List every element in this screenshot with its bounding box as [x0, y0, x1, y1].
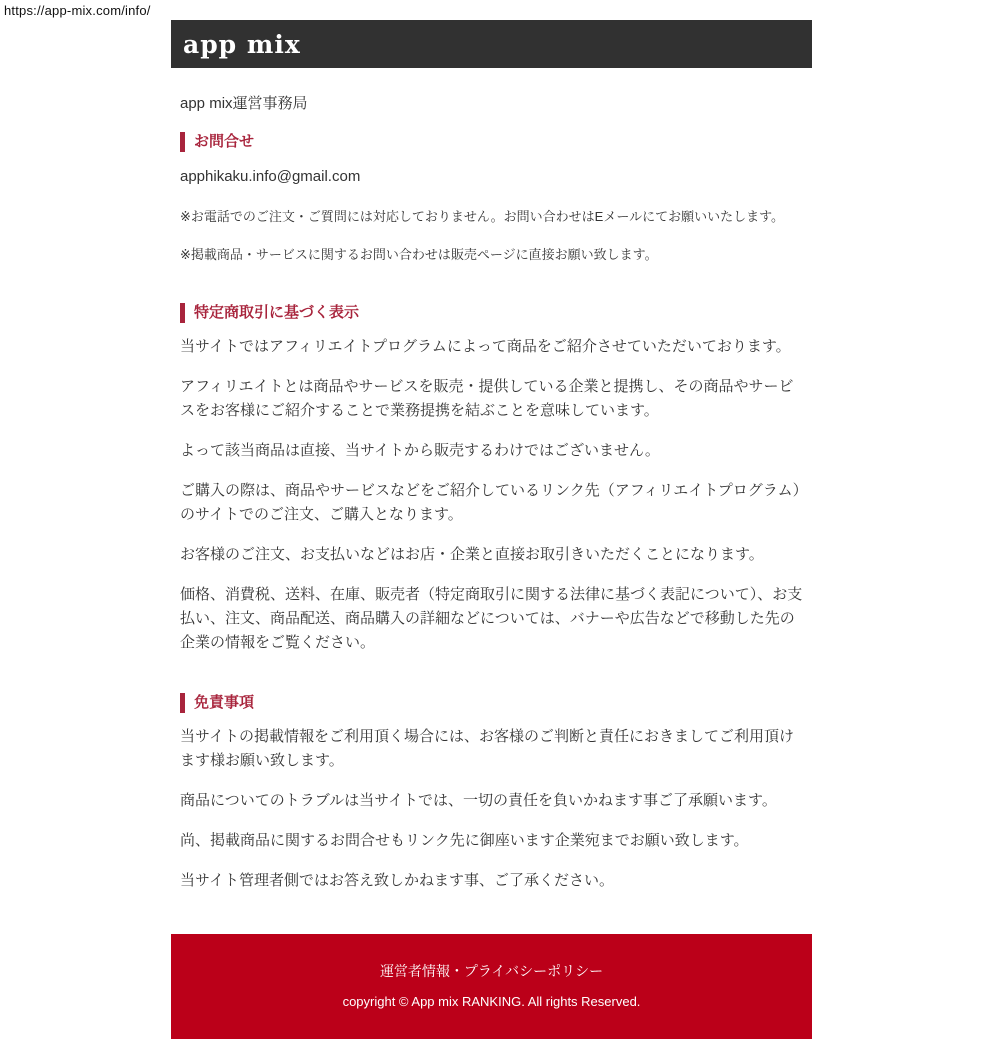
- content-container: [171, 20, 812, 1039]
- disclaimer-section-heading: 免責事項: [180, 693, 803, 713]
- section-contact: [180, 132, 803, 265]
- main-content: [171, 92, 812, 893]
- commercial-paragraph: よって該当商品は直接、当サイトから販売するわけではございません。: [180, 441, 660, 459]
- commercial-paragraph: アフィリエイトとは商品やサービスを販売・提供している企業と提携し、その商品やサービスをお客様にご紹介することで業務提携を結ぶことを意味しています。: [180, 377, 794, 419]
- intro-text: app mix運営事務局: [180, 95, 308, 112]
- disclaimer-paragraph: 当サイトの掲載情報をご利用頂く場合には、お客様のご判断と責任におきましてご利用頂けます様お願い致します。: [180, 727, 794, 769]
- page-url: https://app-mix.com/info/: [4, 3, 151, 18]
- site-footer: [171, 934, 812, 1039]
- commercial-paragraph: お客様のご注文、お支払いなどはお店・企業と直接お取引きいただくことになります。: [180, 545, 764, 563]
- disclaimer-paragraph: 商品についてのトラブルは当サイトでは、一切の責任を負いかねます事ご了承願います。: [180, 791, 777, 809]
- contact-email[interactable]: apphikaku.info@gmail.com: [180, 168, 361, 186]
- disclaimer-paragraph: 当サイト管理者側ではお答え致しかねます事、ご了承ください。: [180, 871, 614, 889]
- site-title-logo[interactable]: app mix: [183, 29, 301, 59]
- section-commercial-transactions: [180, 303, 803, 655]
- commercial-paragraph: 当サイトではアフィリエイトプログラムによって商品をご紹介させていただいております。: [180, 337, 791, 355]
- contact-section-heading: お問合せ: [180, 132, 803, 152]
- contact-note-phone: ※お電話でのご注文・ご質問には対応しておりません。お問い合わせはEメールにてお願いいたします。: [180, 208, 785, 224]
- disclaimer-paragraph: 尚、掲載商品に関するお問合せもリンク先に御座います企業宛までお願い致します。: [180, 831, 749, 849]
- site-header: [171, 20, 812, 68]
- section-disclaimer: [180, 693, 803, 893]
- contact-note-products: ※掲載商品・サービスに関するお問い合わせは販売ページに直接お願い致します。: [180, 246, 658, 262]
- commercial-paragraph: ご購入の際は、商品やサービスなどをご紹介しているリンク先（アフィリエイトプログラム）のサイトでのご注文、ご購入となります。: [180, 481, 801, 523]
- footer-copyright: copyright © App mix RANKING. All rights Reserved.: [342, 993, 641, 1009]
- commercial-section-heading: 特定商取引に基づく表示: [180, 303, 803, 323]
- footer-privacy-policy-link[interactable]: 運営者情報・プライバシーポリシー: [379, 962, 604, 979]
- commercial-paragraph: 価格、消費税、送料、在庫、販売者（特定商取引に関する法律に基づく表記について）、お支払い、注文、商品配送、商品購入の詳細などについては、バナーや広告などで移動した先の企業の情報をご覧ください。: [180, 585, 803, 651]
